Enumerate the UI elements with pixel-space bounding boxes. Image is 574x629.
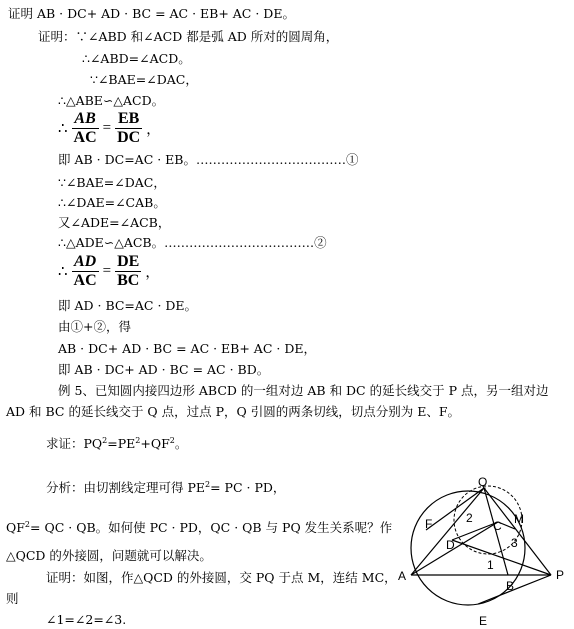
text-line: 证明 AB · DC+ AD · BC = AC · EB+ AC · DE。 bbox=[8, 6, 295, 21]
angle-label-3: 3 bbox=[511, 536, 518, 550]
equals-sign: = bbox=[102, 263, 112, 279]
text-line: ∴∠ABD=∠ACD。 bbox=[82, 51, 191, 66]
fraction-left bbox=[72, 110, 99, 147]
fraction-right bbox=[115, 253, 141, 290]
text-line: AB · DC+ AD · BC = AC · EB+ AC · DE， bbox=[58, 341, 316, 356]
text-line: 则 bbox=[6, 591, 19, 606]
denominator: BC bbox=[117, 272, 140, 289]
denominator: AC bbox=[73, 272, 97, 289]
numerator: AD bbox=[73, 253, 97, 270]
label-m: M bbox=[514, 512, 524, 526]
label-f: F bbox=[425, 517, 433, 531]
numerator: DE bbox=[117, 253, 140, 270]
text-line: 求证：$PQ^2=PE^2+QF^2$。 bbox=[46, 436, 188, 452]
denominator: DC bbox=[117, 129, 141, 146]
therefore-symbol: ∴ bbox=[58, 264, 68, 280]
angle-label-2: 2 bbox=[466, 511, 473, 525]
comma: ， bbox=[146, 122, 161, 138]
label-a: A bbox=[398, 569, 407, 583]
text-line: $QF^2=$ QC · QB。如何使 PC · PD，QC · QB 与 PQ 发生关系呢？作 bbox=[6, 520, 393, 536]
angle-label-1: 1 bbox=[487, 558, 494, 572]
text-line: 即 AB · DC=AC · EB。………………………………① bbox=[58, 152, 359, 167]
text-line: ∵∠BAE=∠DAC， bbox=[90, 72, 198, 87]
equals-sign: = bbox=[102, 120, 112, 136]
text-line: △QCD 的外接圆，问题就可以解决。 bbox=[6, 548, 212, 563]
text-line: 例 5、已知圆内接四边形 ABCD 的一组对边 AB 和 DC 的延长线交于 P 点，另一组对边 bbox=[58, 383, 549, 398]
fraction-right bbox=[115, 110, 142, 147]
text-line: 即 AB · DC+ AD · BC = AC · BD。 bbox=[58, 362, 270, 377]
text-line: 即 AD · BC=AC · DE。 bbox=[58, 298, 198, 313]
label-p: P bbox=[556, 568, 565, 582]
text-line: 又∠ADE=∠ACB， bbox=[58, 215, 171, 230]
ratio-equation-1 bbox=[58, 110, 160, 147]
geometry-figure bbox=[393, 468, 574, 629]
text-line: ∴∠DAE=∠CAB。 bbox=[58, 195, 166, 210]
text-line: ∴△ABE∽△ACD。 bbox=[58, 93, 165, 108]
label-q: Q bbox=[478, 475, 488, 489]
text-line: 证明：如图，作△QCD 的外接圆，交 PQ 于点 M，连结 MC， bbox=[46, 570, 397, 585]
fraction-left bbox=[72, 253, 99, 290]
denominator: AC bbox=[73, 129, 97, 146]
numerator: AB bbox=[74, 110, 96, 127]
text-line: 证明：∵∠ABD 和∠ACD 都是弧 AD 所对的圆周角， bbox=[38, 29, 339, 44]
lines bbox=[411, 488, 551, 604]
label-d: D bbox=[446, 538, 455, 552]
comma: ， bbox=[145, 265, 160, 281]
label-c: C bbox=[493, 519, 502, 533]
text-line: ∵∠BAE=∠DAC， bbox=[58, 175, 166, 190]
text-line: ∠1=∠2=∠3. bbox=[46, 612, 127, 627]
label-b: B bbox=[506, 579, 515, 593]
ratio-equation-2 bbox=[58, 253, 159, 290]
numerator: EB bbox=[118, 110, 140, 127]
text-line: 分析：由切割线定理可得 $PE^2=$ PC · PD， bbox=[46, 480, 286, 496]
text-line: AD 和 BC 的延长线交于 Q 点，过点 P，Q 引圆的两条切线，切点分别为 E、F。 bbox=[6, 404, 461, 419]
label-e: E bbox=[479, 614, 488, 628]
therefore-symbol: ∴ bbox=[58, 121, 68, 137]
text-line: 由①+②，得 bbox=[58, 319, 131, 334]
text-line: ∴△ADE∽△ACB。………………………………② bbox=[58, 235, 327, 250]
